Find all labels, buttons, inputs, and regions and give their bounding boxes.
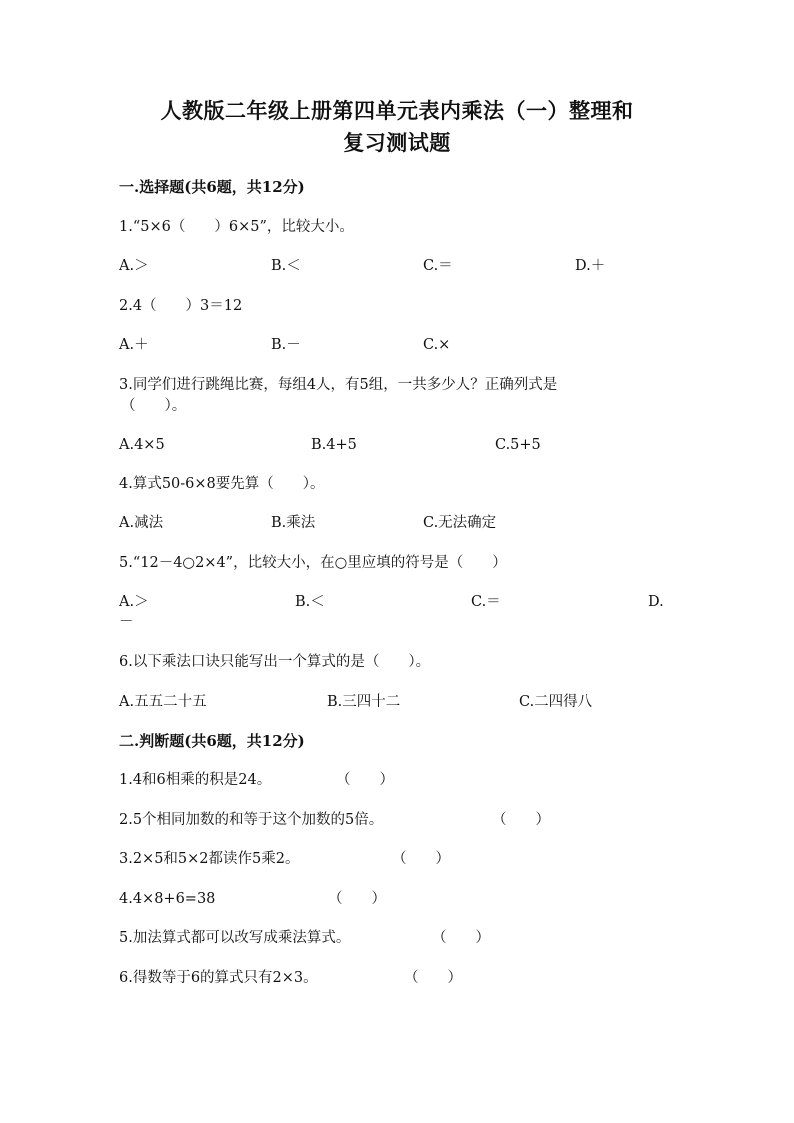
question-5-option-c[interactable]: C.＝: [471, 594, 501, 610]
judge-item-1-text: 1.4和6相乘的积是24。: [119, 772, 272, 788]
judge-item-2-answer-blank[interactable]: （ ）: [492, 812, 550, 828]
question-6-option-a[interactable]: A.五五二十五: [119, 694, 207, 710]
question-5-option-d[interactable]: D.: [648, 594, 664, 610]
section-heading-true-false: 二.判断题(共6题，共12分): [119, 732, 305, 750]
question-5-option-b[interactable]: B.＜: [295, 594, 325, 610]
judge-item-3-answer-blank[interactable]: （ ）: [392, 851, 450, 867]
judge-item-1-answer-blank[interactable]: （ ）: [336, 772, 394, 788]
question-5-stem: 5.“12－4○2×4”，比较大小，在○里应填的符号是（ ）: [119, 555, 507, 571]
judge-item-5-text: 5.加法算式都可以改写成乘法算式。: [119, 930, 351, 946]
question-4-option-a[interactable]: A.减法: [119, 515, 164, 531]
question-6-option-c[interactable]: C.二四得八: [519, 694, 593, 710]
question-2-option-c[interactable]: C.×: [423, 337, 451, 353]
question-2-option-a[interactable]: A.＋: [119, 337, 149, 353]
page-title-line-2: 复习测试题: [343, 130, 451, 155]
judge-item-3-text: 3.2×5和5×2都读作5乘2。: [119, 851, 300, 867]
question-3-option-c[interactable]: C.5+5: [495, 437, 541, 453]
question-5-option-a[interactable]: A.＞: [119, 594, 149, 610]
question-4-option-c[interactable]: C.无法确定: [423, 515, 497, 531]
question-3-stem-continued: （ ）。: [121, 398, 187, 414]
question-2-stem: 2.4（ ）3＝12: [119, 298, 243, 314]
question-1-option-b[interactable]: B.＜: [271, 258, 301, 274]
judge-item-6-answer-blank[interactable]: （ ）: [404, 970, 462, 986]
question-3-option-a[interactable]: A.4×5: [119, 437, 165, 453]
judge-item-2-text: 2.5个相同加数的和等于这个加数的5倍。: [119, 812, 384, 828]
question-4-stem: 4.算式50-6×8要先算（ ）。: [119, 476, 325, 492]
judge-item-4-text: 4.4×8+6=38: [119, 891, 216, 907]
judge-item-4-answer-blank[interactable]: （ ）: [328, 891, 386, 907]
question-1-option-d[interactable]: D.＋: [575, 258, 606, 274]
question-3-stem: 3.同学们进行跳绳比赛，每组4人，有5组，一共多少人？正确列式是: [119, 377, 558, 393]
question-6-option-b[interactable]: B.三四十二: [327, 694, 401, 710]
section-heading-multiple-choice: 一.选择题(共6题，共12分): [119, 178, 305, 196]
question-6-stem: 6.以下乘法口诀只能写出一个算式的是（ ）。: [119, 654, 431, 670]
question-2-option-b[interactable]: B.－: [271, 337, 301, 353]
question-5-option-d-continued: －: [119, 614, 134, 630]
question-3-option-b[interactable]: B.4+5: [311, 437, 357, 453]
judge-item-5-answer-blank[interactable]: （ ）: [432, 930, 490, 946]
question-1-option-c[interactable]: C.＝: [423, 258, 453, 274]
page-title-line-1: 人教版二年级上册第四单元表内乘法（一）整理和: [160, 98, 634, 123]
question-1-option-a[interactable]: A.＞: [119, 258, 149, 274]
judge-item-6-text: 6.得数等于6的算式只有2×3。: [119, 970, 318, 986]
question-1-stem: 1.“5×6（ ）6×5”，比较大小。: [119, 219, 354, 235]
question-4-option-b[interactable]: B.乘法: [271, 515, 316, 531]
